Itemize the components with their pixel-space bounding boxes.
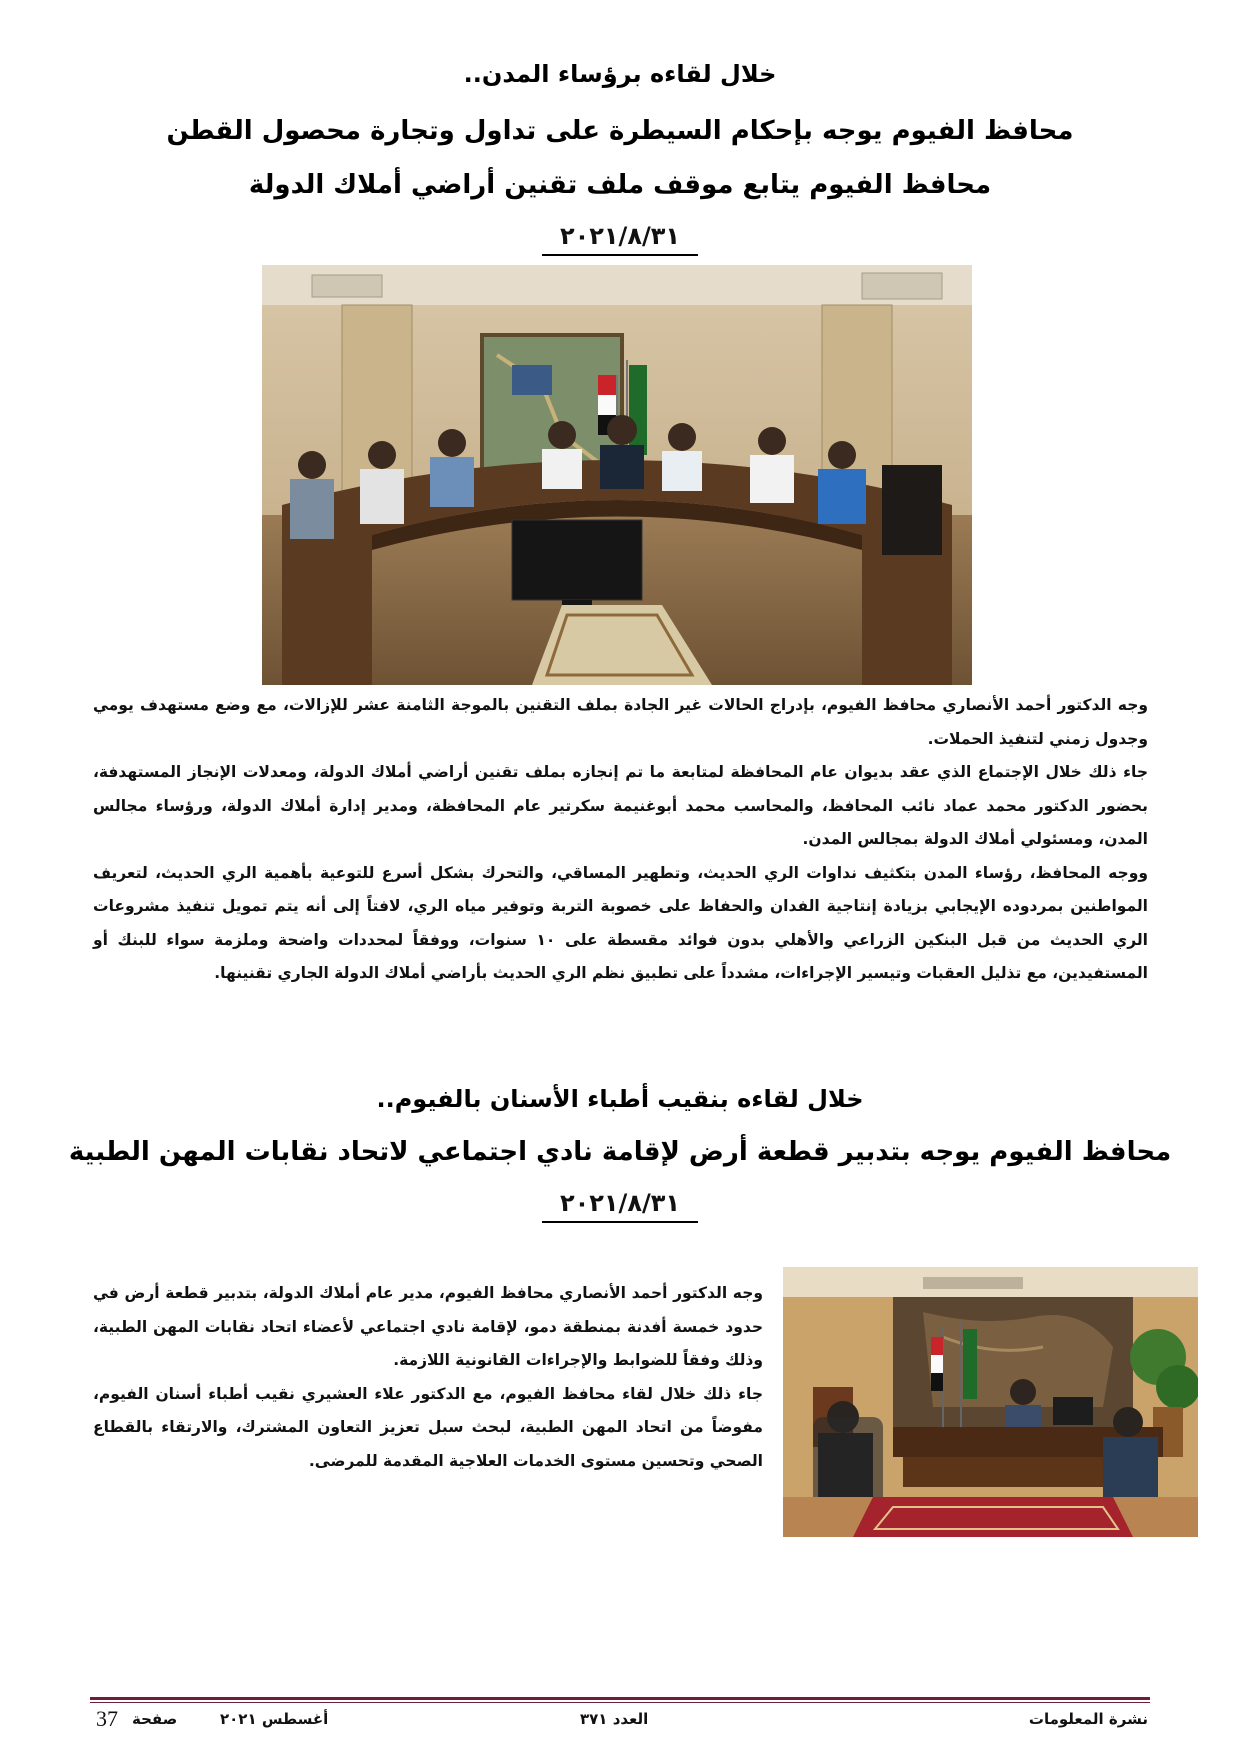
footer-month: أغسطس ٢٠٢١ <box>220 1710 329 1728</box>
office-meeting-photo <box>783 1267 1198 1537</box>
article1-date-text: ٢٠٢١/٨/٣١ <box>542 222 698 256</box>
footer-rule <box>90 1697 1150 1700</box>
article2-paragraph: وجه الدكتور أحمد الأنصاري محافظ الفيوم، مدير عام أملاك الدولة، بتدبير قطعة أرض في حدود خمسة أفدنة بمنطقة دمو، لإقامة نادي اجتماعي لأعضاء اتحاد نقابات المهن الطبية، وذلك وفقاً للضوابط والإجراءات القانونية اللازمة. <box>93 1284 763 1369</box>
article1-paragraph: ووجه المحافظ، رؤساء المدن بتكثيف نداوات الري الحديث، وتطهير المساقي، والتحرك بشكل أسرع للتوعية بأهمية الري الحديث، لتعريف المواطنين بمردوده الإيجابي بزيادة إنتاجية الفدان والحفاظ على خصوبة التربة وتوفير مياه الري، لافتاً إلى أنه يتم تمويل تنفيذ مشروعات الري الحديث من قبل البنكين الزراعي والأهلي بدون فوائد مقسطة على ١٠ سنوات، ووفقاً لمحددات واضحة وملزمة سواء للبنك أو المستفيدين، مع تذليل العقبات وتيسير الإجراءات، مشدداً على تطبيق نظم الري الحديث بأراضي أملاك الدولة الجاري تقنينها. <box>93 863 1148 982</box>
article2-date <box>0 1189 1240 1223</box>
article2-kicker: خلال لقاءه بنقيب أطباء الأسنان بالفيوم.. <box>376 1085 864 1113</box>
article1-body <box>93 689 1148 991</box>
meeting-room-photo <box>262 265 972 685</box>
article1-date <box>0 222 1240 256</box>
article1-kicker: خلال لقاءه برؤساء المدن.. <box>463 60 777 88</box>
article2-body <box>93 1277 763 1478</box>
article2-paragraph: جاء ذلك خلال لقاء محافظ الفيوم، مع الدكتور علاء العشيري نقيب أطباء أسنان الفيوم، مفوضاً من اتحاد المهن الطبية، لبحث سبل تعزيز التعاون المشترك، والارتقاء بالقطاع الصحي وتحسين مستوى الخدمات العلاجية المقدمة للمرضى. <box>93 1384 763 1470</box>
footer-issue: العدد ٣٧١ <box>580 1710 649 1728</box>
article1-paragraph: جاء ذلك خلال الإجتماع الذي عقد بديوان عام المحافظة لمتابعة ما تم إنجازه بملف تقنين أراضي أملاك الدولة، ومعدلات الإنجاز المستهدفة، بحضور الدكتور محمد عماد نائب المحافظ، والمحاسب محمد أبوغنيمة سكرتير عام المحافظة، ومدير إدارة أملاك الدولة، ورؤساء مجالس المدن، ومسئولي أملاك الدولة بمجالس المدن. <box>93 763 1148 848</box>
article1-headline-1: محافظ الفيوم يوجه بإحكام السيطرة على تداول وتجارة محصول القطن <box>166 116 1074 146</box>
footer-page-label: صفحة <box>132 1710 178 1728</box>
footer-rule-thin <box>90 1702 1150 1703</box>
footer-publication: نشرة المعلومات <box>1028 1710 1148 1728</box>
article2-date-text: ٢٠٢١/٨/٣١ <box>542 1189 698 1223</box>
article1-headline-2: محافظ الفيوم يتابع موقف ملف تقنين أراضي أملاك الدولة <box>248 170 992 200</box>
footer-page-number: 37 <box>96 1706 118 1731</box>
article1-paragraph: وجه الدكتور أحمد الأنصاري محافظ الفيوم، بإدراج الحالات غير الجادة بملف التقنين بالموجة الثامنة عشر للإزالات، مع وضع مستهدف يومي وجدول زمني لتنفيذ الحملات. <box>93 696 1148 748</box>
article2-headline-1: محافظ الفيوم يوجه بتدبير قطعة أرض لإقامة نادي اجتماعي لاتحاد نقابات المهن الطبية <box>68 1137 1172 1167</box>
